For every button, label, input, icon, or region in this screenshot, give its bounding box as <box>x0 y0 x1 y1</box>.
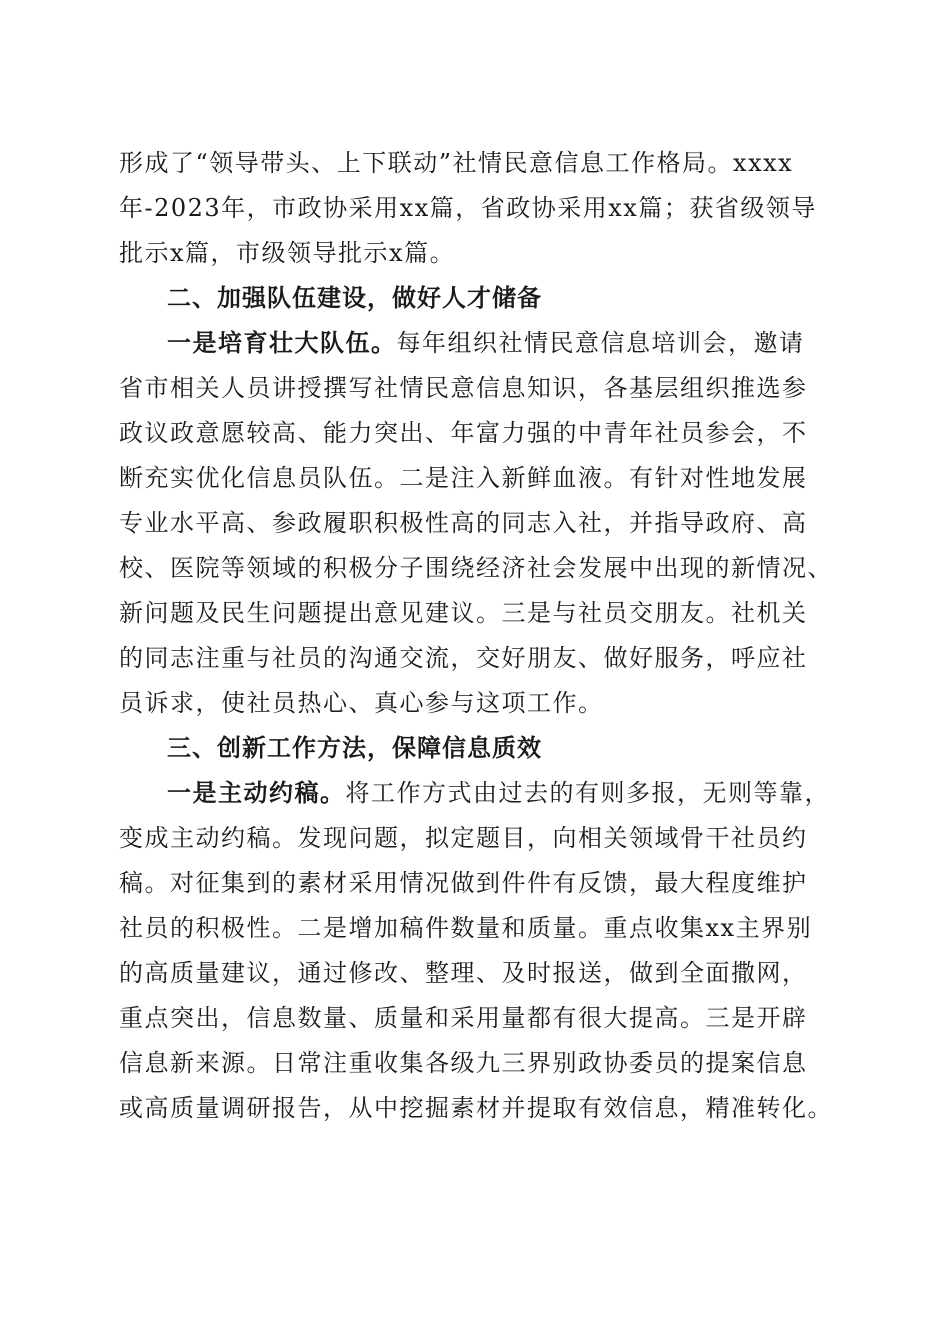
paragraph-line: 变成主动约稿。发现问题，拟定题目，向相关领域骨干社员约 <box>119 824 808 852</box>
paragraph-line: 重点突出，信息数量、质量和采用量都有很大提高。三是开辟 <box>119 1004 808 1032</box>
paragraph-line: 社员的积极性。二是增加稿件数量和质量。重点收集xx主界别 <box>119 914 813 942</box>
paragraph-line: 年-2023年，市政协采用xx篇，省政协采用xx篇；获省级领导 <box>119 194 817 222</box>
section-heading-3: 三、创新工作方法，保障信息质效 <box>167 734 542 762</box>
paragraph-line: 的高质量建议，通过修改、整理、及时报送，做到全面撒网， <box>119 959 808 987</box>
paragraph-line: 的同志注重与社员的沟通交流，交好朋友、做好服务，呼应社 <box>119 644 808 672</box>
lead-rest: 将工作方式由过去的有则多报，无则等靠， <box>345 779 830 807</box>
paragraph-lead-line <box>167 327 907 359</box>
lead-phrase: 一是培育壮大队伍。 <box>167 329 397 357</box>
paragraph-line: 新问题及民生问题提出意见建议。三是与社员交朋友。社机关 <box>119 599 808 627</box>
paragraph-line: 形成了“领导带头、上下联动”社情民意信息工作格局。xxxx <box>119 149 794 177</box>
paragraph-line: 断充实优化信息员队伍。二是注入新鲜血液。有针对性地发展 <box>119 464 808 492</box>
paragraph-line: 信息新来源。日常注重收集各级九三界别政协委员的提案信息 <box>119 1049 808 1077</box>
lead-phrase: 一是主动约稿。 <box>167 779 346 807</box>
paragraph-line: 政议政意愿较高、能力突出、年富力强的中青年社员参会，不 <box>119 419 808 447</box>
paragraph-line: 批示x篇，市级领导批示x篇。 <box>119 239 456 267</box>
paragraph-line: 或高质量调研报告，从中挖掘素材并提取有效信息，精准转化。 <box>119 1094 833 1122</box>
paragraph-line: 校、医院等领域的积极分子围绕经济社会发展中出现的新情况、 <box>119 554 833 582</box>
section-heading-2: 二、加强队伍建设，做好人才储备 <box>167 284 542 312</box>
paragraph-line: 稿。对征集到的素材采用情况做到件件有反馈，最大程度维护 <box>119 869 808 897</box>
lead-rest: 每年组织社情民意信息培训会，邀请 <box>396 329 805 357</box>
paragraph-line: 员诉求，使社员热心、真心参与这项工作。 <box>119 689 604 717</box>
paragraph-lead-line <box>167 777 907 809</box>
paragraph-line: 省市相关人员讲授撰写社情民意信息知识，各基层组织推选参 <box>119 374 808 402</box>
paragraph-line: 专业水平高、参政履职积极性高的同志入社，并指导政府、高 <box>119 509 808 537</box>
